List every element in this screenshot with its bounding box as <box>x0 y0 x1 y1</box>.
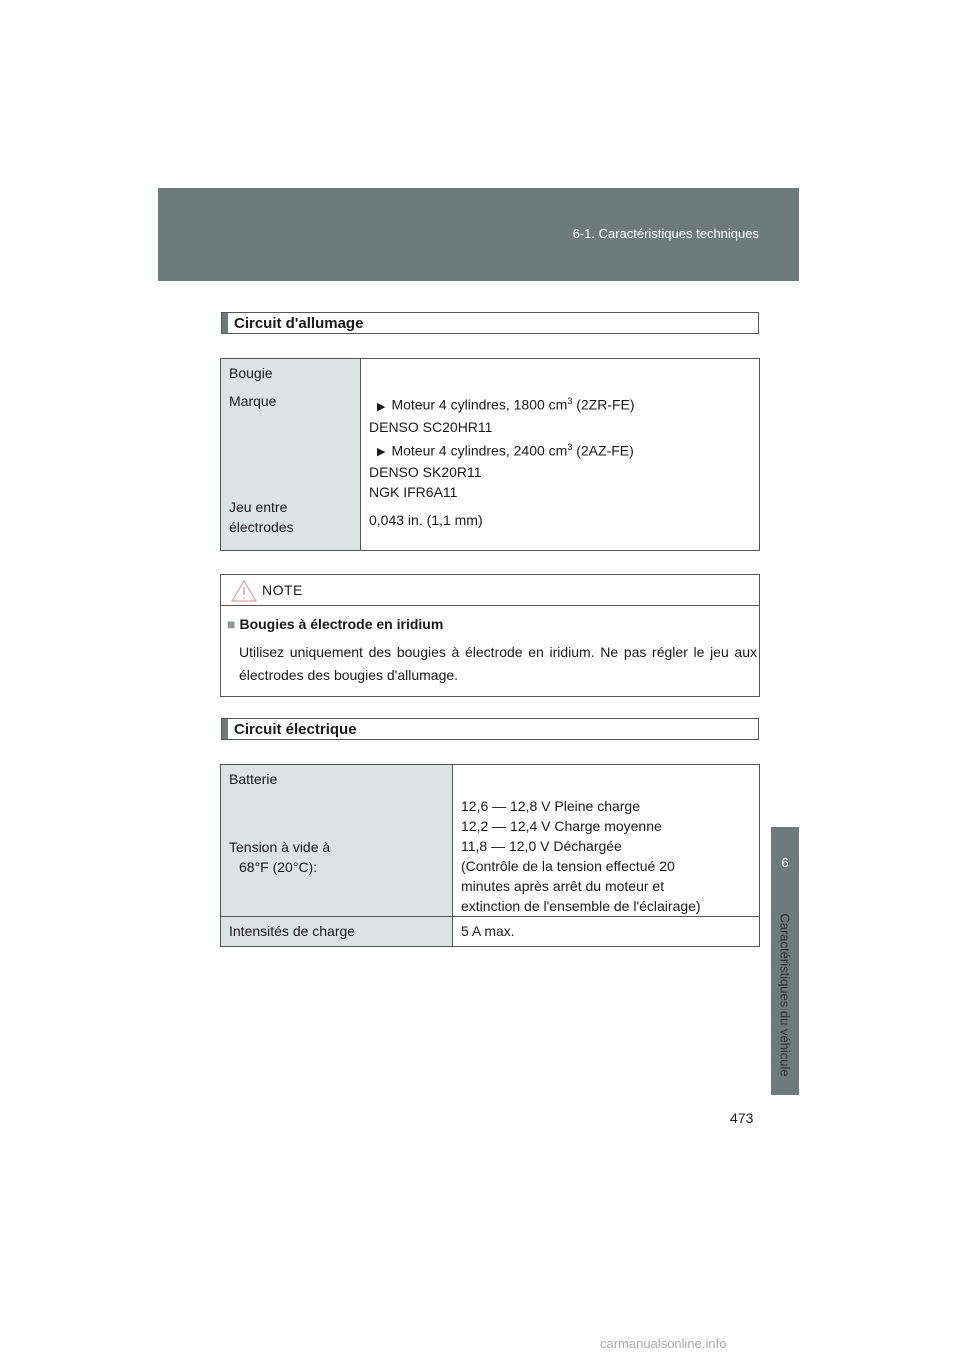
battery-values-cell <box>453 765 760 917</box>
heading-bar <box>222 719 228 739</box>
gap-label-1: Jeu entre <box>229 499 288 515</box>
electric-heading <box>221 718 759 740</box>
page-number: 473 <box>730 1110 754 1126</box>
engine-2400: ▶ Moteur 4 cylindres, 2400 $cm^3$ (2AZ-FE) <box>377 441 634 459</box>
square-bullet-icon: ■ <box>227 616 236 632</box>
electric-heading-text: Circuit électrique <box>234 720 357 738</box>
chapter-label-text: Caractéristiques du véhicule <box>777 913 793 1077</box>
ignition-heading <box>221 312 759 334</box>
gap-label-2: électrodes <box>229 519 294 535</box>
plug-denso-sc20hr11: DENSO SC20HR11 <box>369 418 493 435</box>
voltage-full: 12,6 — 12,8 V Pleine charge <box>461 798 641 814</box>
spark-plug-label-cell <box>221 359 361 551</box>
triangle-right-icon: ▶ <box>377 446 386 459</box>
triangle-right-icon: ▶ <box>377 400 386 413</box>
voltage-note-2: minutes après arrêt du moteur et <box>461 878 665 894</box>
heading-bar <box>222 313 228 333</box>
warning-triangle-icon <box>231 580 257 602</box>
voltage-note-3: extinction de l'ensemble de l'éclairage) <box>461 898 701 914</box>
note-body: Utilisez uniquement des bougies à électrode en iridium. Ne pas régler le jeu aux électrodes des bougies d'allumage. <box>239 644 757 683</box>
voltage-discharged: 11,8 — 12,0 V Déchargée <box>461 838 622 854</box>
note-subheading: ■ Bougies à électrode en iridium <box>227 616 444 632</box>
note-header <box>221 575 759 606</box>
voltage-label-2: 68°F (20°C): <box>239 859 318 875</box>
ignition-table <box>220 358 760 551</box>
engine-1800: ▶ Moteur 4 cylindres, 1800 $cm^3$ (2ZR-FE) <box>377 396 635 413</box>
brand-label: Marque <box>229 393 277 409</box>
charge-value: 5 A max. <box>453 917 760 947</box>
voltage-medium: 12,2 — 12,4 V Charge moyenne <box>461 818 662 834</box>
plug-denso-sk20r11: DENSO SK20R11 <box>369 464 482 481</box>
ignition-heading-text: Circuit d'allumage <box>234 314 364 332</box>
note-box <box>220 574 760 697</box>
note-label: NOTE <box>262 582 303 598</box>
charge-label: Intensités de charge <box>221 917 453 947</box>
electric-table <box>220 764 760 947</box>
battery-label: Batterie <box>229 771 278 787</box>
watermark: carmanualsonline.info <box>600 1336 727 1351</box>
header-band <box>158 188 799 281</box>
voltage-label-1: Tension à vide à <box>229 839 331 855</box>
section-title: 6-1. Caractéristiques techniques <box>572 226 759 241</box>
spark-plug-values-cell <box>361 359 760 551</box>
spark-plug-label: Bougie <box>229 365 273 381</box>
battery-label-cell <box>221 765 453 917</box>
gap-value: 0,043 in. (1,1 mm) <box>369 512 483 529</box>
chapter-label <box>770 900 800 1090</box>
plug-ngk-ifr6a11: NGK IFR6A11 <box>369 484 458 501</box>
voltage-note-1: (Contrôle de la tension effectué 20 <box>461 858 675 874</box>
chapter-number: 6 <box>781 855 789 870</box>
